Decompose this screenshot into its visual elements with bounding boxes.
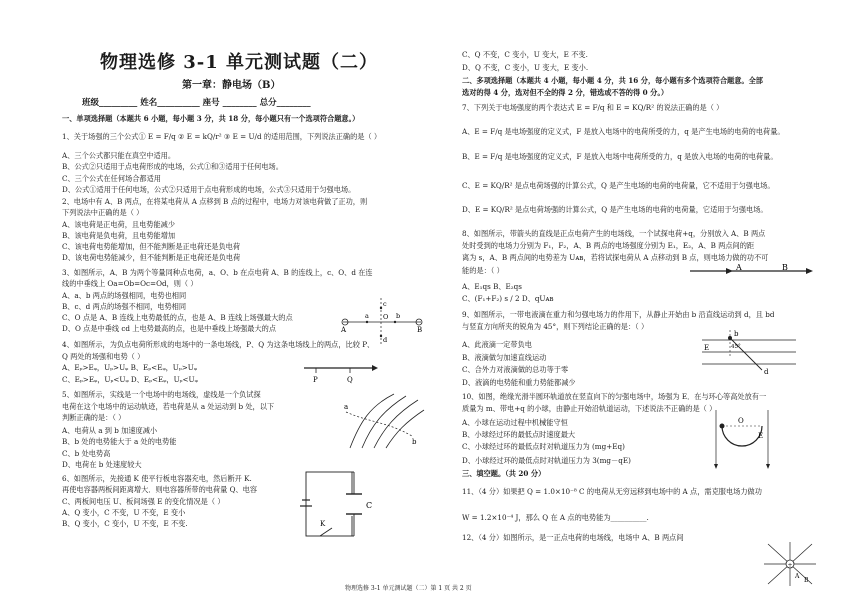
left-text-line-12: 3、如图所示，A、B 为两个等量同种点电荷，a、O、b 在点电荷 A、B 的连线上，c、O、d 在连 [62,268,373,277]
right-text-line-30: 12、（4 分）如图所示，是一正点电荷的电场线，电场中 A、B 两点间 [462,533,684,542]
right-text-line-6: B、E = F/q 是电场强度的定义式，F 是放入电场中电荷所受的力，q 是放入电场的电荷的电荷量。 [462,152,778,161]
right-text-line-8: D、E = KQ/R² 是点电荷场强的计算公式，Q 是产生电场的电荷的电荷量，它适用于匀强电场。 [462,205,768,214]
left-text-line-14: A、a、b 两点的场强相同，电势也相同 [62,291,187,300]
q4-label-Q: Q [347,376,353,384]
q3-label-d: d [383,336,388,344]
svg-text:+: + [787,562,793,569]
left-text-line-17: D、O 点是中垂线 cd 上电势最高的点，也是中垂线上场强最大的点 [62,324,277,333]
left-text-line-1: 1、关于场强的三个公式① E = F/q ② E = kQ/r² ③ E = U/d 的适用范围，下列说法正确的是（ ） [62,132,382,141]
left-text-line-0: 一、单项选择题（本题共 6 小题，每小题 3 分，共 18 分，每小题只有一个选项符合题意。） [62,114,360,123]
left-text-line-7: 下列说法中正确的是（ ） [62,208,144,217]
left-text-line-28: D、电荷在 b 处速度较大 [62,460,142,469]
left-text-line-32: A、Q 变小，C 不变，U 不变，E 变小 [62,508,186,517]
q9-label-b: b [734,330,739,338]
left-text-line-22: 5、如图所示，实线是一个电场中的电场线，虚线是一个负试探 [62,390,261,399]
right-text-line-11: 离为 s，A、B 两点间的电势差为 Uᴀʙ，若将试探电荷从 A 点移动到 B 点，则电场力做的功不可 [462,253,769,262]
left-text-line-26: B、b 处的电势能大于 a 处的电势能 [62,437,177,446]
q9-label-d: d [764,368,769,376]
page-title: 物理选修 3-1 单元测试题（二） [100,52,379,73]
left-text-line-30: 再使电容器两板间距离增大．则电容器所带的电荷量 Q、电容 [62,485,258,494]
q5-label-b: b [412,438,417,446]
right-text-line-1: D、Q 不变，C 变小，U 变大，E 变小. [462,63,589,72]
figure-q3-charges [335,296,427,346]
left-text-line-20: A、Eₚ>Eᵩ，Uₚ>Uᵩ B、Eₚ<Eᵩ，Uₚ>Uᵩ [62,363,197,372]
q3-label-b: b [396,312,401,320]
left-text-line-19: Q 两处的场强和电势（ ） [62,352,145,361]
left-text-line-13: 线的中垂线上 Oa=Ob=Oc=Od，则（ ） [62,279,198,288]
left-text-line-15: B、c、d 两点的场强不相同，电势相同 [62,302,187,311]
student-info-fields: 班级_________ 姓名__________ 座号 ________ 总分________ [82,98,311,108]
right-text-line-19: C、合外力对液滴做的总功等于零 [462,365,569,374]
figure-q5-trajectory [340,392,426,450]
right-text-line-20: D、液滴的电势能和重力势能都减少 [462,378,576,387]
left-text-line-5: D、公式①适用于任何电场，公式②只适用于点电荷形成的电场，公式③只适用于匀强电场。 [62,185,356,194]
figure-q4-field-line [300,360,380,386]
left-text-line-2: A、三个公式都只能在真空中适用。 [62,151,176,160]
q3-label-B: B [417,326,423,334]
q8-label-A: A [736,263,742,272]
left-text-line-10: C、该电荷电势能增加，但不能判断是正电荷还是负电荷 [62,242,241,251]
right-text-line-17: A、此液滴一定带负电 [462,340,532,349]
q3-label-a: a [365,312,369,320]
right-text-line-7: C、E = KQ/R² 是点电荷场强的计算公式，Q 是产生电场的电荷的电荷量，它不适用于匀强电场。 [462,181,775,190]
left-text-line-9: B、该电荷是负电荷，且电势能增加 [62,231,176,240]
q9-label-E: E [704,344,710,352]
right-text-line-16: 与竖直方向所夹的锐角为 45°，则下列结论正确的是：（ ） [462,322,649,331]
right-text-line-29: W = 1.2×10⁻⁴ J，那么 Q 在 A 点的电势能为__________. [462,513,649,522]
left-text-line-24: 判断正确的是：（ ） [62,413,126,422]
q3-label-O: O [383,313,389,321]
left-text-line-8: A、该电荷是正电荷，且电势能减少 [62,220,176,229]
right-text-line-3: 选对的得 4 分，选对但不全的得 2 分，错选或不答的得 0 分。） [462,88,669,97]
right-text-line-12: 能的是：（ ） [462,266,504,275]
right-text-line-0: C、Q 不变，C 变小，U 变大，E 不变. [462,50,588,59]
right-text-line-27: 三、填空题。（共 20 分） [462,469,546,478]
page-subtitle: 第一章：静电场（B） [182,80,281,91]
left-text-line-23: 电荷在这个电场中的运动轨迹，若电荷是从 a 处运动到 b 处，以下 [62,402,275,411]
right-text-line-24: B、小球经过环的最低点时速度最大 [462,430,576,439]
right-text-line-21: 10、如图，绝缘光滑半圆环轨道放在竖直向下的匀强电场中，场强为 E．在与环心等高处放有一 [462,392,767,401]
q5-label-a: a [344,403,349,411]
right-text-line-13: A、E₁qs B、E₂qs [462,282,522,291]
right-text-line-9: 8、如图所示，带箭头的直线是正点电荷产生的电场线，一个试探电荷+q，分别放入 A、B 两点 [462,229,766,238]
figure-q6-capacitor-circuit [300,466,390,544]
right-text-line-14: C、(F₁+F₂) s / 2 D、qUᴀʙ [462,294,554,303]
left-text-line-29: 6、如图所示，先接通 K 使平行板电容器充电，然后断开 K. [62,474,252,483]
left-text-line-11: D、该电荷电势能减少，但不能判断是正电荷还是负电荷 [62,253,241,262]
right-text-line-4: 7、下列关于电场强度的两个表达式 E = F/q 和 E = KQ/R² 的说法正确的是（ ） [462,103,724,112]
q6-label-C: C [366,501,373,510]
q12-label-B: B [804,577,809,584]
left-text-line-4: C、三个公式在任何场合都适用 [62,174,161,183]
q3-label-c: c [383,300,387,308]
q10-label-O: O [738,417,744,425]
figure-q8-field-line [686,262,816,278]
left-text-line-16: C、O 点是 A、B 连线上电势最低的点，也是 A、B 连线上场强最大的点 [62,313,293,322]
q4-label-P: P [313,376,318,384]
right-text-line-25: C、小球经过环的最低点时对轨道压力为 (mg+Eq) [462,442,625,451]
right-text-line-5: A、E = F/q 是电场强度的定义式，F 是放入电场中的电荷所受的力，q 是产生电场的电荷的电荷量。 [462,127,785,136]
left-text-line-33: B、Q 变小，C 变小，U 不变，E 不变. [62,519,188,528]
right-text-line-15: 9、如图所示，一带电液滴在重力和匀强电场力的作用下，从静止开始由 b 沿直线运动到 d，且 bd [462,310,775,319]
right-text-line-28: 11、（4 分）如果把 Q = 1.0×10⁻⁸ C 的电荷从无穷远移到电场中的 A 点，需克服电场力做功 [462,487,762,496]
figure-q10-semicircle [710,408,774,470]
right-text-line-23: A、小球在运动过程中机械能守恒 [462,418,568,427]
left-text-line-27: C、b 处电势高 [62,449,111,458]
q8-label-B: B [782,263,788,272]
left-text-line-31: C、两板间电压 U、板间场强 E 的变化情况是（ ） [62,497,225,506]
left-text-line-18: 4、如图所示，为负点电荷所形成的电场中的一条电场线，P、Q 为这条电场线上的两点，比较 P、 [62,340,375,349]
right-text-line-22: 质量为 m、带电+q 的小球，由静止开始沿轨道运动，下述说法不正确的是（ ） [462,404,717,413]
q12-label-A: A [795,573,800,580]
q6-label-K: K [320,520,326,528]
left-text-line-6: 2、电场中有 A、B 两点，在将某电荷从 A 点移到 B 点的过程中，电场力对该电荷做了正功，则 [62,197,368,206]
page-footer: 物理选修 3-1 单元测试题（二）第 1 页 共 2 页 [345,585,472,592]
figure-q9-droplet [700,326,800,376]
right-text-line-26: D、小球经过环的最低点时对轨道压力为 3(mg－qE) [462,456,631,465]
q3-label-A: A [341,326,347,334]
right-text-line-2: 二、多项选择题（本题共 4 小题，每小题 4 分，共 16 分，每小题有多个选项符合题意。全部 [462,76,763,85]
left-text-line-21: C、Eₚ>Eᵩ，Uₚ<Uᵩ D、Eₚ<Eᵩ，Uₚ<Uᵩ [62,375,198,384]
q9-label-angle: 45° [731,344,741,350]
right-text-line-10: 处时受到的电场力分别为 F₁，F₂，A、B 两点的电场强度分别为 E₁，E₂，A、B 两点间的距 [462,241,755,250]
figure-q12-radial-field [762,542,818,586]
left-text-line-25: A、电荷从 a 到 b 加速度减小 [62,426,158,435]
left-text-line-3: B、公式②只适用于点电荷形成的电场，公式①和③适用于任何电场。 [62,162,283,171]
right-text-line-18: B、液滴做匀加速直线运动 [462,353,547,362]
q10-label-E: E [758,432,764,440]
